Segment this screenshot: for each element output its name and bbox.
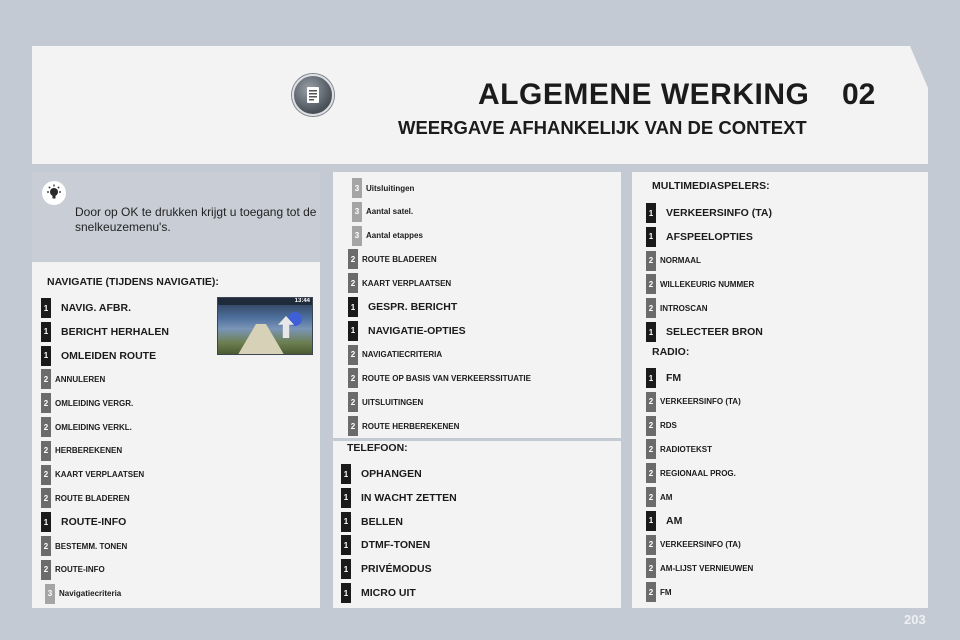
light-bulb-icon — [42, 181, 66, 205]
chapter-number: 02 — [842, 78, 876, 111]
tip-text: Door op OK te drukken krijgt u toegang tot de snelkeuzemenu's. — [75, 205, 317, 234]
menu-item-label: NAVIGATIECRITERIA — [362, 350, 443, 360]
menu-item-label: SELECTEER BRON — [666, 326, 763, 338]
menu-item — [41, 560, 105, 580]
menu-item — [348, 345, 442, 365]
menu-item-label: AFSPEELOPTIES — [666, 230, 753, 243]
menu-item — [41, 346, 156, 366]
menu-level-badge: 1 — [646, 322, 656, 342]
menu-item — [352, 202, 413, 222]
menu-item — [45, 584, 121, 604]
menu-item — [646, 392, 741, 412]
settings-book-icon — [292, 74, 334, 116]
menu-level-badge: 2 — [646, 582, 656, 602]
menu-item — [348, 249, 437, 269]
menu-item — [41, 322, 169, 342]
menu-item-label: BERICHT HERHALEN — [61, 325, 169, 338]
menu-item — [646, 368, 681, 388]
menu-item-label: IN WACHT ZETTEN — [361, 491, 457, 504]
menu-item-label: VERKEERSINFO (TA) — [666, 207, 772, 219]
menu-item-label: KAART VERPLAATSEN — [55, 470, 145, 480]
menu-item-label: Aantal etappes — [366, 231, 423, 241]
menu-item-label: OPHANGEN — [361, 468, 422, 480]
menu-item-label: WILLEKEURIG NUMMER — [660, 279, 755, 289]
menu-level-badge: 2 — [348, 345, 358, 365]
menu-item-label: FM — [660, 587, 672, 597]
menu-level-badge: 2 — [646, 463, 656, 483]
menu-level-badge: 2 — [348, 392, 358, 412]
menu-item — [341, 464, 422, 484]
menu-item-label: NAVIGATIE-OPTIES — [368, 324, 466, 337]
menu-item-label: REGIONAAL PROG. — [660, 468, 736, 478]
tip-box — [32, 172, 320, 262]
menu-item — [41, 536, 127, 556]
menu-item-label: UITSLUITINGEN — [362, 397, 424, 407]
menu-item — [646, 487, 672, 507]
menu-item — [341, 583, 416, 603]
menu-level-badge: 2 — [646, 439, 656, 459]
menu-item — [41, 441, 122, 461]
menu-item — [646, 416, 677, 436]
menu-level-badge: 1 — [646, 511, 656, 531]
menu-item — [348, 273, 451, 293]
menu-item — [646, 463, 736, 483]
menu-level-badge: 1 — [341, 535, 351, 555]
menu-level-badge: 2 — [41, 560, 51, 580]
menu-level-badge: 1 — [646, 203, 656, 223]
menu-item-label: VERKEERSINFO (TA) — [660, 540, 741, 550]
menu-item-label: KAART VERPLAATSEN — [362, 278, 452, 288]
menu-item-label: INTROSCAN — [660, 303, 708, 313]
menu-level-badge: 2 — [646, 274, 656, 294]
menu-level-badge: 1 — [341, 559, 351, 579]
menu-level-badge: 3 — [45, 584, 55, 604]
menu-item-label: ROUTE-INFO — [55, 565, 105, 575]
menu-item — [348, 392, 423, 412]
menu-item-label: ROUTE BLADEREN — [55, 493, 130, 503]
menu-level-badge: 3 — [352, 202, 362, 222]
navigation-screen-thumbnail — [217, 297, 313, 355]
menu-item-label: BELLEN — [361, 515, 403, 528]
menu-level-badge: 3 — [352, 226, 362, 246]
menu-item-label: GESPR. BERICHT — [368, 301, 458, 313]
menu-level-badge: 1 — [41, 322, 51, 342]
telephone-section-title: TELEFOON: — [347, 442, 408, 454]
menu-item-label: OMLEIDEN ROUTE — [61, 349, 157, 362]
menu-item-label: ANNULEREN — [55, 374, 106, 384]
menu-item-label: NAVIG. AFBR. — [61, 302, 131, 314]
menu-level-badge: 1 — [646, 227, 656, 247]
menu-item-label: RDS — [660, 421, 677, 431]
menu-item — [341, 535, 430, 555]
menu-level-badge: 2 — [41, 393, 51, 413]
menu-item-label: AM — [660, 492, 673, 502]
menu-item — [646, 535, 741, 555]
menu-item-label: VERKEERSINFO (TA) — [660, 397, 741, 407]
menu-item-label: BESTEMM. TONEN — [55, 541, 128, 551]
menu-item-label: OMLEIDING VERGR. — [55, 398, 134, 408]
menu-item — [341, 488, 457, 508]
menu-item — [352, 226, 423, 246]
menu-level-badge: 2 — [348, 273, 358, 293]
menu-item — [646, 582, 672, 602]
menu-item-label: AM-LIJST VERNIEUWEN — [660, 563, 754, 573]
menu-item-label: MICRO UIT — [361, 587, 416, 599]
menu-level-badge: 1 — [348, 321, 358, 341]
menu-item — [41, 417, 132, 437]
menu-level-badge: 2 — [646, 251, 656, 271]
menu-item — [41, 465, 144, 485]
page-title: ALGEMENE WERKING — [478, 78, 810, 111]
page-subtitle: WEERGAVE AFHANKELIJK VAN DE CONTEXT — [398, 117, 807, 138]
menu-item-label: Navigatiecriteria — [59, 589, 122, 599]
menu-item — [41, 369, 105, 389]
menu-item — [646, 558, 753, 578]
menu-level-badge: 1 — [41, 346, 51, 366]
menu-item-label: ROUTE OP BASIS VAN VERKEERSSITUATIE — [362, 373, 531, 383]
menu-item-label: ROUTE BLADEREN — [362, 254, 437, 264]
navigation-section-title: NAVIGATIE (TIJDENS NAVIGATIE): — [47, 276, 219, 288]
menu-item — [348, 368, 531, 388]
menu-item — [646, 203, 772, 223]
menu-item-label: Aantal satel. — [366, 207, 414, 217]
menu-item — [646, 251, 701, 271]
menu-level-badge: 1 — [341, 488, 351, 508]
menu-level-badge: 2 — [41, 441, 51, 461]
menu-item — [348, 416, 459, 436]
menu-item-label: NORMAAL — [660, 256, 701, 266]
menu-level-badge: 2 — [348, 416, 358, 436]
menu-item — [348, 297, 457, 317]
menu-level-badge: 2 — [41, 536, 51, 556]
menu-level-badge: 3 — [352, 178, 362, 198]
menu-level-badge: 2 — [41, 465, 51, 485]
page-number: 203 — [904, 612, 926, 627]
menu-item-label: FM — [666, 372, 682, 384]
menu-item-label: ROUTE HERBEREKENEN — [362, 421, 460, 431]
middle-panel — [333, 172, 621, 608]
menu-item-label: ROUTE-INFO — [61, 516, 127, 529]
menu-item — [41, 393, 133, 413]
menu-item-label: AM — [666, 514, 683, 527]
menu-item-label: PRIVÉMODUS — [361, 563, 432, 576]
menu-level-badge: 1 — [341, 583, 351, 603]
menu-item — [646, 298, 708, 318]
menu-level-badge: 2 — [646, 535, 656, 555]
menu-level-badge: 2 — [646, 392, 656, 412]
menu-item — [341, 559, 432, 579]
menu-item-label: HERBEREKENEN — [55, 446, 123, 456]
menu-level-badge: 1 — [348, 297, 358, 317]
radio-section-title: RADIO: — [652, 346, 690, 358]
menu-level-badge: 2 — [646, 416, 656, 436]
menu-level-badge: 1 — [341, 464, 351, 484]
menu-level-badge: 2 — [41, 369, 51, 389]
menu-item — [646, 439, 712, 459]
divider — [333, 438, 621, 441]
menu-level-badge: 2 — [348, 368, 358, 388]
menu-item — [41, 512, 126, 532]
screen-time: 13:44 — [294, 298, 310, 304]
menu-item — [341, 512, 403, 532]
menu-item-label: Uitsluitingen — [366, 183, 415, 193]
right-panel — [632, 172, 928, 608]
menu-level-badge: 2 — [646, 558, 656, 578]
menu-item — [646, 274, 754, 294]
menu-level-badge: 1 — [646, 368, 656, 388]
menu-item-label: RADIOTEKST — [660, 444, 712, 454]
left-panel — [32, 172, 320, 608]
menu-level-badge: 1 — [41, 512, 51, 532]
menu-level-badge: 2 — [41, 417, 51, 437]
menu-level-badge: 1 — [41, 298, 51, 318]
menu-item-label: DTMF-TONEN — [361, 539, 431, 552]
menu-item-label: OMLEIDING VERKL. — [55, 422, 132, 432]
multimedia-section-title: MULTIMEDIASPELERS: — [652, 180, 770, 192]
menu-item — [352, 178, 414, 198]
menu-item — [646, 511, 682, 531]
menu-item — [646, 227, 753, 247]
menu-item — [41, 298, 131, 318]
menu-level-badge: 2 — [348, 249, 358, 269]
menu-item — [348, 321, 466, 341]
menu-level-badge: 2 — [646, 298, 656, 318]
menu-item — [646, 322, 763, 342]
menu-level-badge: 2 — [41, 488, 51, 508]
menu-item — [41, 488, 130, 508]
menu-level-badge: 2 — [646, 487, 656, 507]
menu-level-badge: 1 — [341, 512, 351, 532]
